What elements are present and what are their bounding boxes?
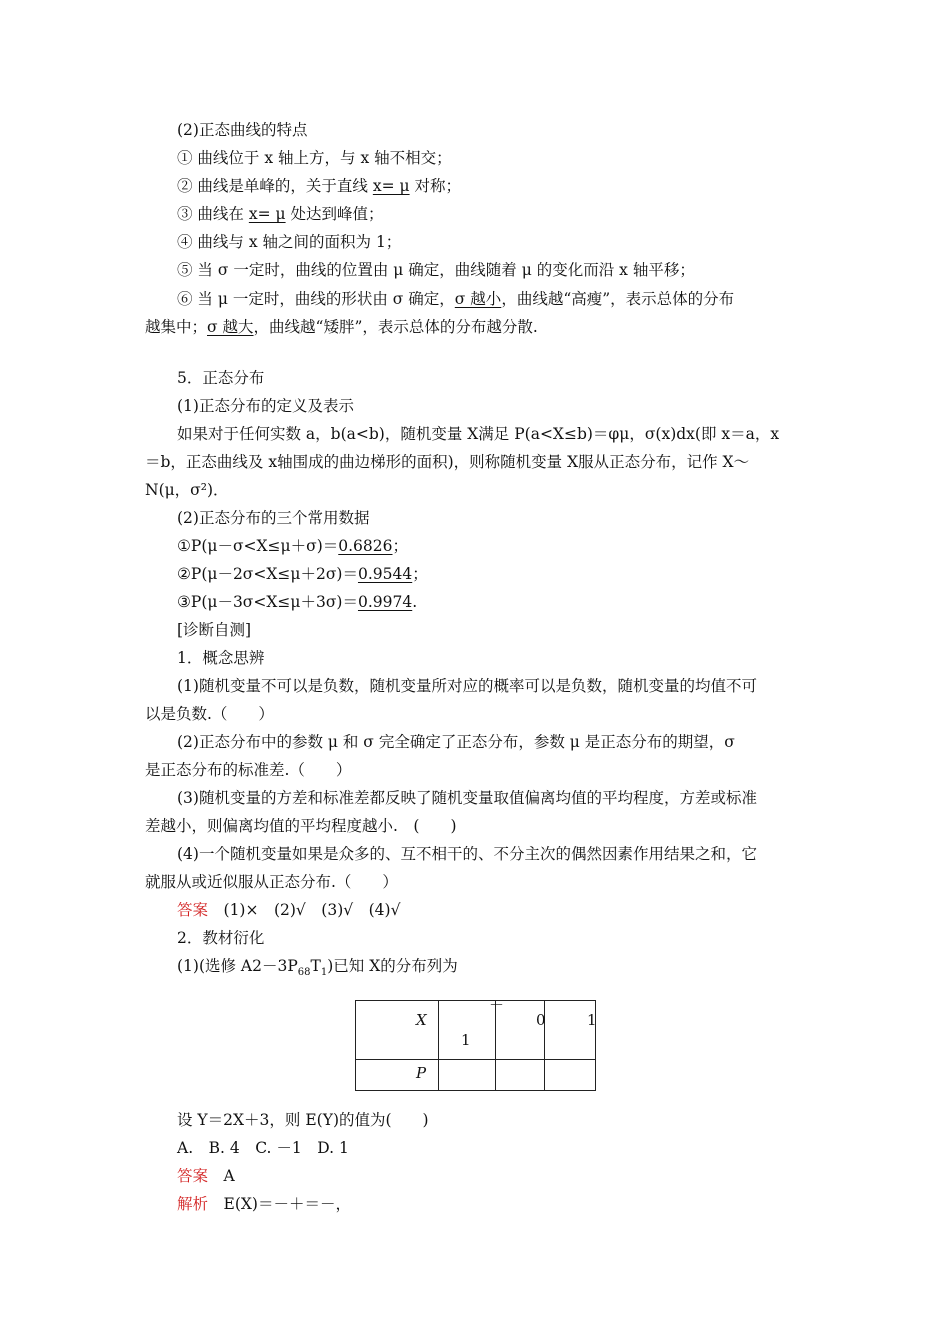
question-2: (2)正态分布中的参数 μ 和 σ 完全确定了正态分布，参数 μ 是正态分布的期望，σ xyxy=(177,733,735,751)
common-data-1: ①P(μ－σ<X≤μ＋σ)＝0.6826； xyxy=(177,537,409,555)
answer-label: 答案 xyxy=(177,901,209,919)
table-header-p: P xyxy=(356,1060,439,1091)
table-cell-1: 1 xyxy=(545,1001,596,1060)
table-cell-p3 xyxy=(545,1060,596,1091)
concept-heading: 1．概念思辨 xyxy=(177,649,265,667)
feature-4: ④ 曲线与 x 轴之间的面积为 1； xyxy=(177,233,402,251)
expectation-question: 设 Y＝2X＋3，则 E(Y)的值为( ) xyxy=(177,1111,429,1129)
question-1-cont: 以是负数.（ ） xyxy=(145,705,274,723)
section-heading-normal-distribution: 5．正态分布 xyxy=(177,369,265,387)
table-cell-p1 xyxy=(439,1060,496,1091)
answer-label: 答案 xyxy=(177,1167,209,1185)
analysis: 解析 E(X)＝－＋＝－， xyxy=(177,1195,351,1213)
definition-line-3: N(μ，σ²)． xyxy=(145,481,229,499)
subheading-definition: (1)正态分布的定义及表示 xyxy=(177,397,354,415)
section-heading-curve-features: (2)正态曲线的特点 xyxy=(177,121,308,139)
question-1: (1)随机变量不可以是负数，随机变量所对应的概率可以是负数，随机变量的均值不可 xyxy=(177,677,757,695)
question-4-cont: 就服从或近似服从正态分布.（ ） xyxy=(145,873,398,891)
table-header-x: X xyxy=(356,1001,439,1060)
textbook-question: (1)(选修 $A2-3P_{68}T_1$)已知 X的分布列为 xyxy=(177,957,458,979)
feature-5: ⑤ 当 σ 一定时，曲线的位置由 μ 确定，曲线随着 μ 的变化而沿 x 轴平移； xyxy=(177,261,695,279)
answer-2: 答案 A xyxy=(177,1167,235,1185)
feature-6-cont: 越集中；σ 越大，曲线越“矮胖”，表示总体的分布越分散. xyxy=(145,318,538,336)
peak-point: x= μ xyxy=(248,205,286,223)
table-cell-0: 0 xyxy=(496,1001,545,1060)
analysis-label: 解析 xyxy=(177,1195,209,1213)
question-2-cont: 是正态分布的标准差.（ ） xyxy=(145,761,352,779)
common-data-3: ③P(μ－3σ<X≤μ＋3σ)＝0.9974. xyxy=(177,593,418,611)
sigma-larger: σ 越大 xyxy=(207,318,254,336)
question-3: (3)随机变量的方差和标准差都反映了随机变量取值偏离均值的平均程度，方差或标准 xyxy=(177,789,757,807)
table-cell-p2 xyxy=(496,1060,545,1091)
distribution-table xyxy=(355,996,597,1091)
feature-3: ③ 曲线在 x= μ 处达到峰值； xyxy=(177,205,384,223)
question-4: (4)一个随机变量如果是众多的、互不相干的、不分主次的偶然因素作用结果之和，它 xyxy=(177,845,757,863)
diagnostic-heading: [诊断自测] xyxy=(177,621,252,639)
table-cell-neg1: － 1 xyxy=(439,1001,496,1060)
question-3-cont: 差越小，则偏离均值的平均程度越小. ( ) xyxy=(145,817,457,835)
textbook-heading: 2．教材衍化 xyxy=(177,929,265,947)
symmetry-line: x= μ xyxy=(372,177,410,195)
feature-1: ① 曲线位于 x 轴上方，与 x 轴不相交； xyxy=(177,149,452,167)
feature-2: ② 曲线是单峰的，关于直线 x= μ 对称； xyxy=(177,177,462,195)
definition-line-1: 如果对于任何实数 a，b(a<b)，随机变量 X满足 P(a<X≤b)＝φμ，σ(x)dx(即 x＝a，x xyxy=(177,425,780,443)
answer-1: 答案 (1)× (2)√ (3)√ (4)√ xyxy=(177,901,401,919)
common-data-2: ②P(μ－2σ<X≤μ＋2σ)＝0.9544； xyxy=(177,565,428,583)
sigma-smaller: σ 越小 xyxy=(454,290,502,308)
subheading-common-data: (2)正态分布的三个常用数据 xyxy=(177,509,370,527)
feature-6: ⑥ 当 μ 一定时，曲线的形状由 σ 确定，σ 越小，曲线越“高瘦”，表示总体的分布 xyxy=(177,290,735,308)
options: A. B. 4 C. －1 D. 1 xyxy=(177,1139,349,1157)
definition-line-2: ＝b，正态曲线及 x轴围成的曲边梯形的面积)，则称随机变量 X服从正态分布，记作 X～ xyxy=(145,453,750,471)
